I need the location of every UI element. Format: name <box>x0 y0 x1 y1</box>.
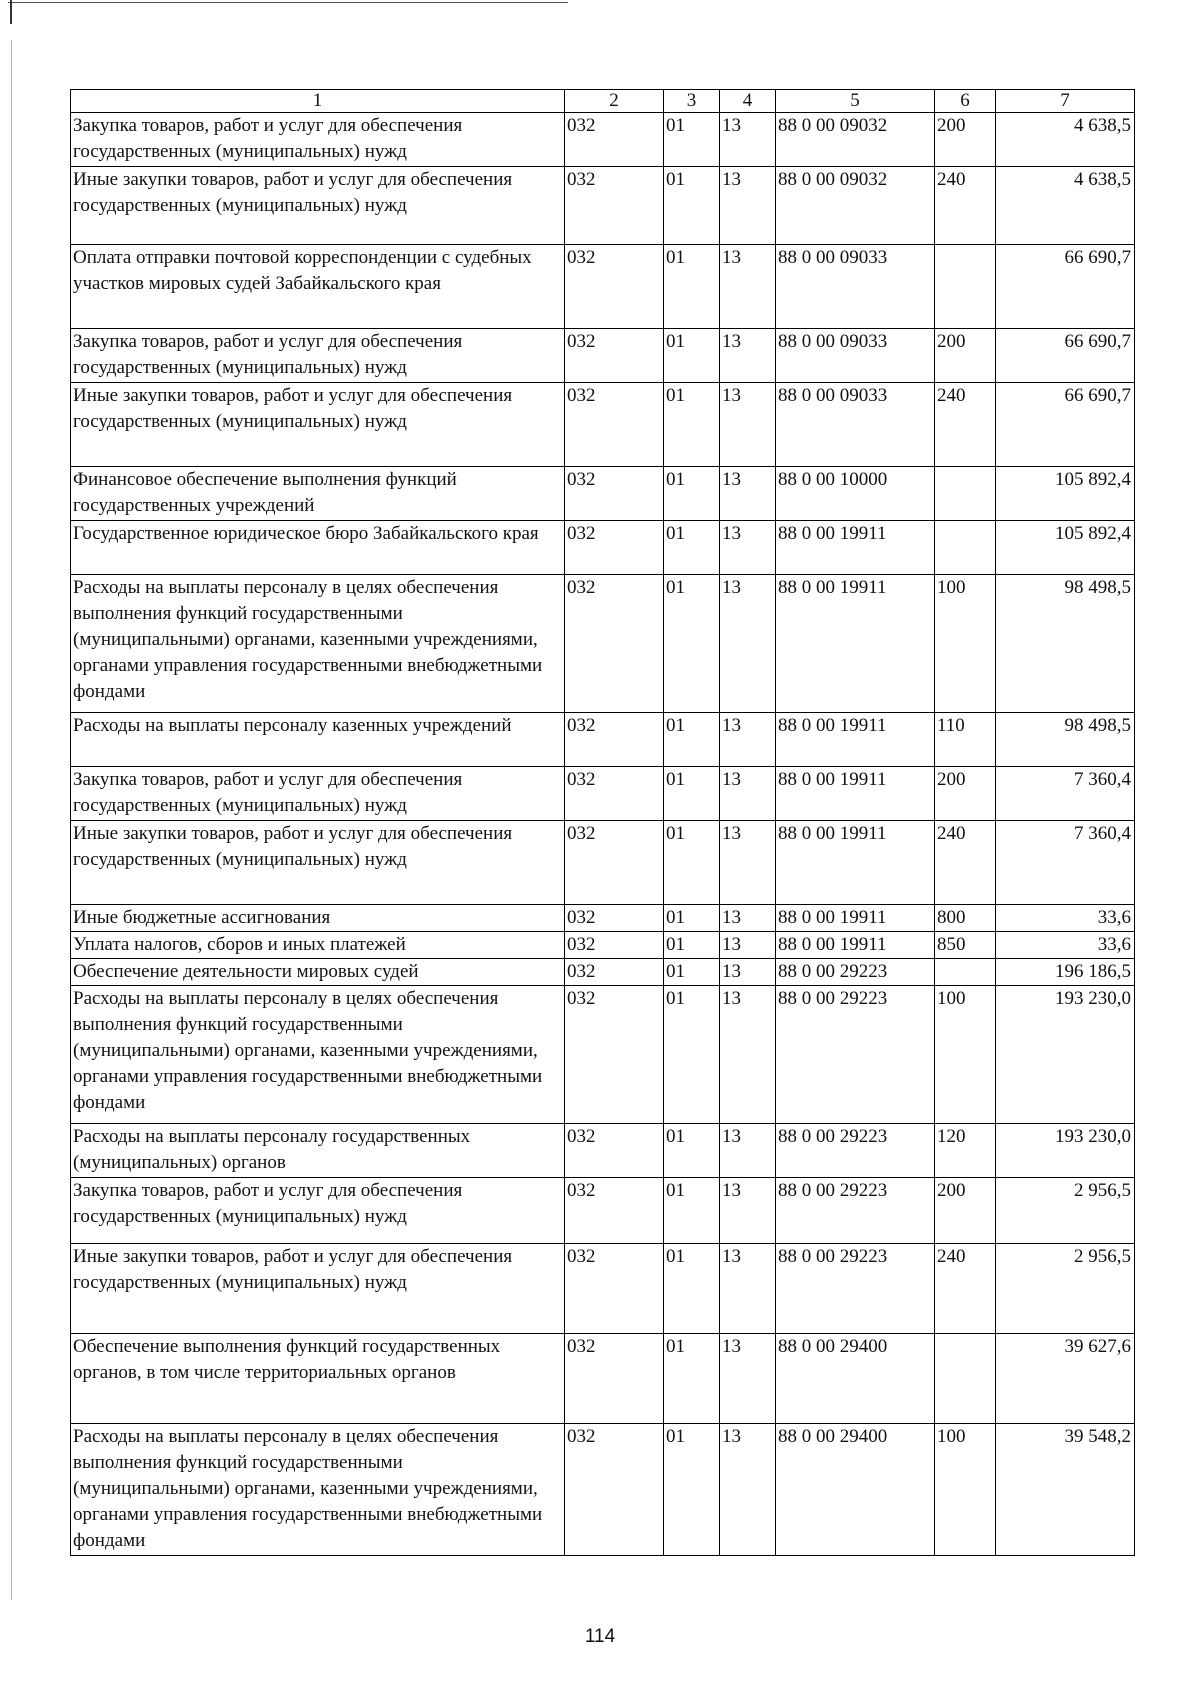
cell-section: 01 <box>664 821 720 905</box>
table-row <box>71 467 1135 521</box>
table-row <box>71 1124 1135 1178</box>
row-name: Закупка товаров, работ и услуг для обеспечения государственных (муниципальных) нужд <box>71 1178 565 1244</box>
cell-target-article: 88 0 00 19911 <box>776 905 935 932</box>
row-name: Обеспечение выполнения функций государственных органов, в том числе территориальных органов <box>71 1334 565 1424</box>
table-row <box>71 986 1135 1124</box>
cell-subsection: 13 <box>720 821 776 905</box>
cell-section: 01 <box>664 521 720 575</box>
cell-section: 01 <box>664 986 720 1124</box>
cell-subsection: 13 <box>720 905 776 932</box>
cell-subsection: 13 <box>720 167 776 245</box>
cell-subsection: 13 <box>720 245 776 329</box>
cell-ministry: 032 <box>565 1124 664 1178</box>
cell-amount: 66 690,7 <box>996 329 1135 383</box>
cell-section: 01 <box>664 1424 720 1556</box>
cell-subsection: 13 <box>720 986 776 1124</box>
cell-section: 01 <box>664 905 720 932</box>
cell-target-article: 88 0 00 19911 <box>776 821 935 905</box>
column-header: 7 <box>996 90 1135 113</box>
cell-target-article: 88 0 00 09032 <box>776 113 935 167</box>
cell-amount: 4 638,5 <box>996 167 1135 245</box>
cell-target-article: 88 0 00 29223 <box>776 986 935 1124</box>
row-name: Расходы на выплаты персоналу казенных учреждений <box>71 713 565 767</box>
row-name: Расходы на выплаты персоналу государственных (муниципальных) органов <box>71 1124 565 1178</box>
cell-section: 01 <box>664 245 720 329</box>
row-name: Закупка товаров, работ и услуг для обеспечения государственных (муниципальных) нужд <box>71 329 565 383</box>
row-name: Государственное юридическое бюро Забайкальского края <box>71 521 565 575</box>
cell-amount: 7 360,4 <box>996 767 1135 821</box>
row-name: Закупка товаров, работ и услуг для обеспечения государственных (муниципальных) нужд <box>71 113 565 167</box>
row-name: Уплата налогов, сборов и иных платежей <box>71 932 565 959</box>
cell-section: 01 <box>664 167 720 245</box>
cell-target-article: 88 0 00 19911 <box>776 767 935 821</box>
cell-expense-type <box>935 959 996 986</box>
scan-edge-left <box>10 0 12 24</box>
cell-target-article: 88 0 00 29400 <box>776 1334 935 1424</box>
table-row <box>71 113 1135 167</box>
page-number: 114 <box>584 1626 616 1647</box>
cell-subsection: 13 <box>720 932 776 959</box>
cell-subsection: 13 <box>720 1424 776 1556</box>
cell-amount: 98 498,5 <box>996 575 1135 713</box>
table-row <box>71 167 1135 245</box>
cell-subsection: 13 <box>720 1334 776 1424</box>
cell-ministry: 032 <box>565 959 664 986</box>
table-row <box>71 767 1135 821</box>
row-name: Расходы на выплаты персоналу в целях обеспечения выполнения функций государственными (муниципальными) органами, казенными учреждениями, органами управления государственными внебюджетными фондами <box>71 1424 565 1556</box>
row-name: Закупка товаров, работ и услуг для обеспечения государственных (муниципальных) нужд <box>71 767 565 821</box>
column-header: 6 <box>935 90 996 113</box>
cell-subsection: 13 <box>720 713 776 767</box>
cell-expense-type: 200 <box>935 113 996 167</box>
cell-ministry: 032 <box>565 575 664 713</box>
cell-expense-type: 200 <box>935 767 996 821</box>
cell-amount: 7 360,4 <box>996 821 1135 905</box>
cell-amount: 196 186,5 <box>996 959 1135 986</box>
cell-expense-type: 800 <box>935 905 996 932</box>
cell-ministry: 032 <box>565 821 664 905</box>
cell-expense-type: 240 <box>935 383 996 467</box>
cell-ministry: 032 <box>565 167 664 245</box>
column-header: 2 <box>565 90 664 113</box>
cell-target-article: 88 0 00 09033 <box>776 245 935 329</box>
cell-target-article: 88 0 00 29223 <box>776 959 935 986</box>
cell-section: 01 <box>664 713 720 767</box>
row-name: Иные закупки товаров, работ и услуг для обеспечения государственных (муниципальных) нужд <box>71 1244 565 1334</box>
column-header: 1 <box>71 90 565 113</box>
row-name: Расходы на выплаты персоналу в целях обеспечения выполнения функций государственными (муниципальными) органами, казенными учреждениями, органами управления государственными внебюджетными фондами <box>71 986 565 1124</box>
cell-target-article: 88 0 00 09033 <box>776 329 935 383</box>
cell-amount: 193 230,0 <box>996 1124 1135 1178</box>
scan-edge-top <box>8 2 568 3</box>
cell-expense-type <box>935 1334 996 1424</box>
cell-section: 01 <box>664 329 720 383</box>
cell-subsection: 13 <box>720 1244 776 1334</box>
cell-expense-type: 100 <box>935 575 996 713</box>
table-row <box>71 1244 1135 1334</box>
table-row <box>71 575 1135 713</box>
row-name: Финансовое обеспечение выполнения функций государственных учреждений <box>71 467 565 521</box>
cell-section: 01 <box>664 767 720 821</box>
cell-expense-type: 110 <box>935 713 996 767</box>
cell-expense-type: 240 <box>935 1244 996 1334</box>
row-name: Оплата отправки почтовой корреспонденции с судебных участков мировых судей Забайкальского края <box>71 245 565 329</box>
row-name: Иные закупки товаров, работ и услуг для обеспечения государственных (муниципальных) нужд <box>71 383 565 467</box>
cell-expense-type: 200 <box>935 329 996 383</box>
cell-amount: 193 230,0 <box>996 986 1135 1124</box>
cell-amount: 66 690,7 <box>996 383 1135 467</box>
cell-amount: 2 956,5 <box>996 1244 1135 1334</box>
cell-target-article: 88 0 00 29223 <box>776 1244 935 1334</box>
cell-expense-type <box>935 521 996 575</box>
cell-target-article: 88 0 00 29223 <box>776 1124 935 1178</box>
cell-target-article: 88 0 00 19911 <box>776 713 935 767</box>
cell-subsection: 13 <box>720 959 776 986</box>
cell-amount: 105 892,4 <box>996 467 1135 521</box>
table-row <box>71 383 1135 467</box>
cell-amount: 98 498,5 <box>996 713 1135 767</box>
cell-subsection: 13 <box>720 521 776 575</box>
cell-subsection: 13 <box>720 113 776 167</box>
cell-ministry: 032 <box>565 329 664 383</box>
budget-table <box>70 89 1135 1556</box>
cell-section: 01 <box>664 932 720 959</box>
cell-ministry: 032 <box>565 905 664 932</box>
table-row <box>71 932 1135 959</box>
cell-expense-type: 850 <box>935 932 996 959</box>
cell-section: 01 <box>664 1178 720 1244</box>
cell-ministry: 032 <box>565 1244 664 1334</box>
cell-subsection: 13 <box>720 1178 776 1244</box>
column-header: 4 <box>720 90 776 113</box>
cell-subsection: 13 <box>720 1124 776 1178</box>
cell-expense-type <box>935 467 996 521</box>
cell-target-article: 88 0 00 29400 <box>776 1424 935 1556</box>
cell-amount: 33,6 <box>996 905 1135 932</box>
cell-section: 01 <box>664 1244 720 1334</box>
cell-ministry: 032 <box>565 1334 664 1424</box>
row-name: Расходы на выплаты персоналу в целях обеспечения выполнения функций государственными (муниципальными) органами, казенными учреждениями, органами управления государственными внебюджетными фондами <box>71 575 565 713</box>
table-row <box>71 905 1135 932</box>
cell-section: 01 <box>664 1124 720 1178</box>
table-row <box>71 959 1135 986</box>
column-header: 5 <box>776 90 935 113</box>
cell-ministry: 032 <box>565 1424 664 1556</box>
cell-ministry: 032 <box>565 1178 664 1244</box>
table-row <box>71 713 1135 767</box>
scan-edge-left-faint <box>11 40 12 1600</box>
cell-ministry: 032 <box>565 767 664 821</box>
cell-expense-type: 100 <box>935 986 996 1124</box>
table-row <box>71 1424 1135 1556</box>
cell-ministry: 032 <box>565 383 664 467</box>
cell-subsection: 13 <box>720 383 776 467</box>
cell-target-article: 88 0 00 19911 <box>776 575 935 713</box>
cell-section: 01 <box>664 467 720 521</box>
cell-target-article: 88 0 00 10000 <box>776 467 935 521</box>
row-name: Обеспечение деятельности мировых судей <box>71 959 565 986</box>
cell-amount: 66 690,7 <box>996 245 1135 329</box>
table-row <box>71 1178 1135 1244</box>
cell-amount: 4 638,5 <box>996 113 1135 167</box>
cell-target-article: 88 0 00 29223 <box>776 1178 935 1244</box>
cell-amount: 105 892,4 <box>996 521 1135 575</box>
cell-amount: 2 956,5 <box>996 1178 1135 1244</box>
cell-section: 01 <box>664 113 720 167</box>
cell-ministry: 032 <box>565 467 664 521</box>
cell-section: 01 <box>664 1334 720 1424</box>
cell-target-article: 88 0 00 19911 <box>776 521 935 575</box>
cell-expense-type: 240 <box>935 167 996 245</box>
row-name: Иные бюджетные ассигнования <box>71 905 565 932</box>
cell-subsection: 13 <box>720 467 776 521</box>
cell-ministry: 032 <box>565 713 664 767</box>
cell-expense-type: 240 <box>935 821 996 905</box>
cell-section: 01 <box>664 383 720 467</box>
cell-subsection: 13 <box>720 329 776 383</box>
row-name: Иные закупки товаров, работ и услуг для обеспечения государственных (муниципальных) нужд <box>71 821 565 905</box>
cell-amount: 33,6 <box>996 932 1135 959</box>
cell-section: 01 <box>664 959 720 986</box>
cell-target-article: 88 0 00 09032 <box>776 167 935 245</box>
cell-target-article: 88 0 00 09033 <box>776 383 935 467</box>
table-header-row <box>71 90 1135 113</box>
cell-target-article: 88 0 00 19911 <box>776 932 935 959</box>
cell-amount: 39 548,2 <box>996 1424 1135 1556</box>
cell-ministry: 032 <box>565 986 664 1124</box>
cell-expense-type: 120 <box>935 1124 996 1178</box>
table-row <box>71 821 1135 905</box>
cell-amount: 39 627,6 <box>996 1334 1135 1424</box>
row-name: Иные закупки товаров, работ и услуг для обеспечения государственных (муниципальных) нужд <box>71 167 565 245</box>
cell-ministry: 032 <box>565 932 664 959</box>
cell-expense-type <box>935 245 996 329</box>
column-header: 3 <box>664 90 720 113</box>
cell-expense-type: 200 <box>935 1178 996 1244</box>
cell-ministry: 032 <box>565 521 664 575</box>
table-row <box>71 1334 1135 1424</box>
cell-expense-type: 100 <box>935 1424 996 1556</box>
cell-ministry: 032 <box>565 245 664 329</box>
cell-subsection: 13 <box>720 575 776 713</box>
cell-section: 01 <box>664 575 720 713</box>
cell-subsection: 13 <box>720 767 776 821</box>
table-row <box>71 329 1135 383</box>
table-row <box>71 245 1135 329</box>
cell-ministry: 032 <box>565 113 664 167</box>
table-row <box>71 521 1135 575</box>
